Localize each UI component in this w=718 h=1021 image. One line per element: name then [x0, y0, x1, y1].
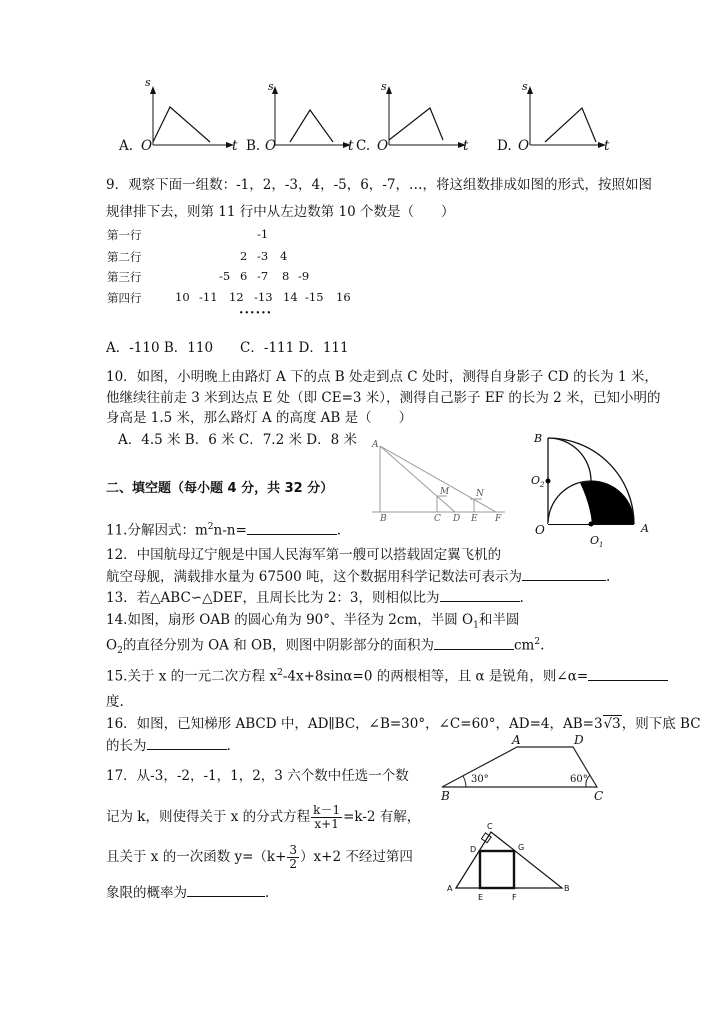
sector-label-o: O: [535, 523, 545, 537]
q16-line1b: ，则下底 BC: [621, 716, 701, 732]
lamp-label-m: M: [440, 487, 450, 497]
q9-row1-label: 第一行: [107, 228, 142, 242]
sq-label-f: F: [512, 893, 517, 902]
q17-line2b: =k-2 有解，: [343, 809, 421, 825]
graph-a-label: A.: [119, 138, 134, 154]
trap-label-a: A: [512, 733, 521, 747]
q9-r4-n0: 10: [175, 290, 190, 304]
sq-label-d: D: [470, 845, 477, 854]
graph-c-t: t: [463, 138, 469, 154]
graph-b-label: B.: [246, 138, 261, 154]
q9-row4-label: 第四行: [107, 291, 142, 305]
q17-post: .: [265, 885, 270, 901]
graph-d-label: D.: [497, 138, 512, 154]
sq-label-e: E: [478, 893, 484, 902]
sq-label-b: B: [564, 884, 570, 893]
q9-dots: ······: [239, 306, 273, 321]
q9-r3-n1: 6: [240, 269, 248, 283]
graph-c-s: s: [381, 80, 387, 93]
graph-b-origin: O: [265, 138, 277, 154]
lamp-label-d: D: [453, 514, 461, 524]
q17-line4-text: 象限的概率为: [106, 885, 187, 901]
q10-options: A．4.5 米 B．6 米 C．7.2 米 D．8 米: [118, 432, 357, 448]
q14-sub2: 2: [117, 646, 123, 657]
q9-r4-n2: 12: [229, 290, 244, 304]
graph-a-s: s: [145, 76, 151, 89]
sector-o2-letter: O: [531, 474, 541, 487]
sq-label-a: A: [447, 884, 453, 893]
sq-label-c: C: [487, 822, 493, 831]
graph-d-s: s: [522, 80, 528, 93]
trap-angle-c: 60°: [570, 774, 588, 785]
graph-a-origin: O: [141, 138, 153, 154]
q15-sup: 2: [277, 668, 283, 678]
q16-line1a: 16．如图，已知梯形 ABCD 中，AD∥BC，∠B=30°，∠C=60°，AD=4，AB=3: [106, 716, 603, 732]
q14-sub1: 1: [473, 620, 479, 631]
trap-angle-b: 30°: [471, 774, 489, 785]
q9-r3-n0: -5: [219, 269, 231, 283]
graph-b-t: t: [348, 138, 354, 154]
graph-a-t: t: [232, 138, 238, 154]
q10-line3: 身高是 1.5 米，那么路灯 A 的高度 AB 是（ ）: [106, 410, 413, 426]
q14-unit-sup: 2: [534, 637, 541, 647]
q9-r4-n6: 16: [336, 290, 351, 304]
trap-label-c: C: [594, 789, 604, 803]
q14-post: .: [540, 637, 545, 654]
trap-label-b: B: [441, 789, 450, 803]
q9-r3-n4: -9: [298, 269, 310, 283]
q17-frac-den: x+1: [314, 817, 339, 831]
lamp-label-a: A: [372, 440, 379, 450]
q14-line2b: 的直径分别为 OA 和 OB，则图中阴影部分的面积为: [122, 637, 434, 654]
q15-mid: -4x+8sinα=0 的两根相等，且 α 是锐角，则∠α=: [282, 668, 589, 685]
q17-line1: 17．从-3，-2，-1，1，2，3 六个数中任选一个数: [106, 768, 409, 784]
q16-line2-text: 的长为: [106, 738, 147, 754]
trap-label-d: D: [574, 733, 584, 747]
q9-r4-n4: 14: [283, 290, 298, 304]
q15-pre: 15.关于 x 的一元二次方程 x: [106, 668, 278, 685]
q9-r4-n1: -11: [199, 290, 218, 304]
sector-label-b: B: [534, 432, 543, 445]
q17-line2a: 记为 k，则使得关于 x 的分式方程: [106, 809, 311, 825]
q17-frac2-num: 3: [289, 843, 298, 857]
sq-label-g: G: [518, 843, 525, 852]
q9-row2-label: 第二行: [107, 250, 142, 264]
q13-text: 13．若△ABC∽△DEF，且周长比为 2：3，则相似比为: [106, 590, 440, 606]
q14-line2a: O: [106, 637, 118, 654]
graph-b-s: s: [268, 80, 274, 93]
q9-r4-n3: -13: [254, 290, 273, 304]
q12-line1: 12．中国航母辽宁舰是中国人民海军第一艘可以搭载固定翼飞机的: [106, 547, 502, 563]
q9-r3-n3: 8: [282, 269, 290, 283]
q12-post: .: [606, 569, 611, 585]
lamp-label-e: E: [471, 514, 478, 524]
q17-frac2-den: 2: [289, 857, 298, 871]
q11-sup: 2: [207, 522, 214, 532]
graph-c-origin: O: [377, 138, 389, 154]
q9-r2-n0: 2: [240, 249, 248, 263]
graph-d-t: t: [604, 138, 610, 154]
q11-mid: n-n=: [213, 522, 247, 539]
q11-pre: 11.分解因式：m: [106, 522, 208, 539]
q17-line3b: ）x+2 不经过第四: [300, 849, 413, 865]
sector-o1-letter: O: [590, 534, 600, 547]
q9-line1: 9．观察下面一组数：-1，2，-3，4，-5，6，-7，…，将这组数排成如图的形式，按照如图: [106, 177, 652, 193]
q13-post: .: [519, 590, 524, 606]
lamp-label-f: F: [495, 514, 502, 524]
sector-label-a: A: [641, 522, 649, 535]
sector-o1-sub: 1: [599, 541, 604, 550]
q16-sqrt: √3: [603, 716, 621, 732]
q10-line2: 他继续往前走 3 米到达点 E 处（即 CE=3 米），测得自己影子 EF 的长为 2 米，已知小明的: [106, 390, 661, 406]
q17-line3a: 且关于 x 的一次函数 y=（k+: [106, 849, 287, 865]
q9-r1-n0: -1: [257, 227, 269, 241]
graph-c-label: C.: [356, 138, 371, 154]
q10-line1: 10．如图，小明晚上由路灯 A 下的点 B 处走到点 C 处时，测得自身影子 CD 的长为 1 米，: [106, 369, 658, 385]
lamp-label-b: B: [380, 514, 387, 524]
q9-r2-n2: 4: [280, 249, 288, 263]
section2-title: 二、填空题（每小题 4 分，共 32 分）: [106, 481, 334, 496]
q9-line2: 规律排下去，则第 11 行中从左边数第 10 个数是（ ）: [106, 204, 455, 220]
q11-post: .: [336, 522, 342, 539]
sector-o2-sub: 2: [540, 481, 545, 490]
q12-line2-text: 航空母舰，满载排水量为 67500 吨，这个数据用科学记数法可表示为: [106, 569, 523, 585]
lamp-label-c: C: [434, 514, 441, 524]
lamp-label-n: N: [476, 489, 484, 499]
q16-post: .: [226, 738, 231, 754]
q9-r4-n5: -15: [305, 290, 324, 304]
q14-line1b: 和半圆: [478, 612, 520, 628]
q9-options: A．-110 B．110 C．-111 D．111: [106, 340, 349, 356]
q9-r3-n2: -7: [257, 269, 269, 283]
q17-frac-num: k－1: [313, 803, 341, 817]
q15-line2: 度.: [106, 694, 124, 710]
q14-unit: cm: [514, 637, 535, 654]
q14-line1a: 14.如图，扇形 OAB 的圆心角为 90°、半径为 2cm，半圆 O: [106, 612, 474, 628]
q9-row3-label: 第三行: [107, 270, 142, 284]
q16-sqrt-value: 3: [612, 716, 621, 732]
q9-r2-n1: -3: [257, 249, 269, 263]
graph-d-origin: O: [518, 138, 530, 154]
